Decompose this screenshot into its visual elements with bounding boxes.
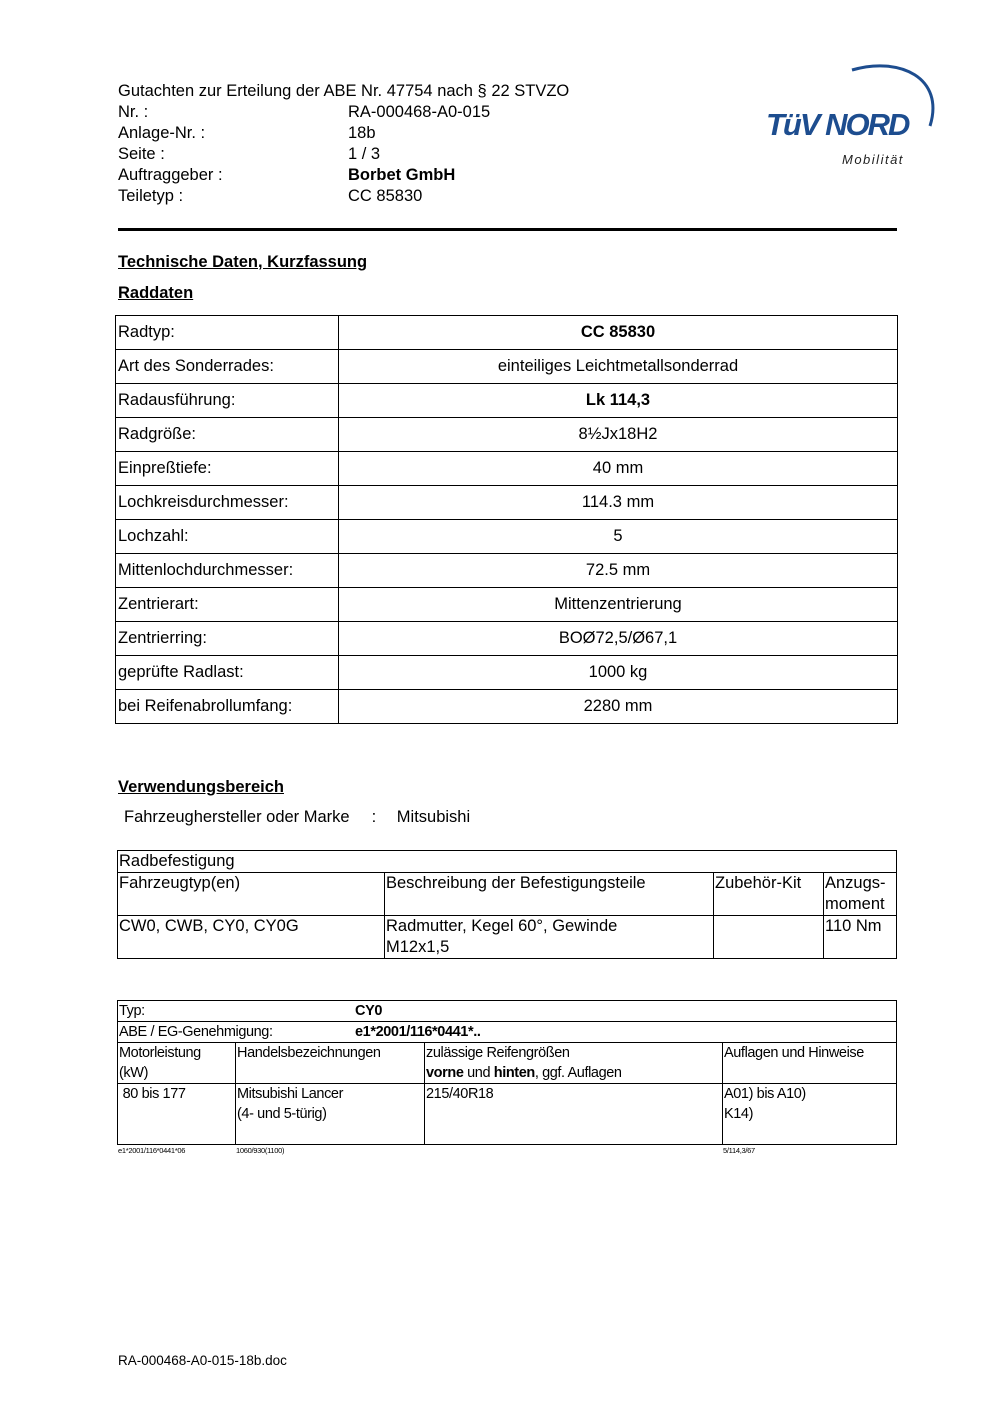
hersteller-separator: : [371, 808, 377, 826]
label-cell: Einpreßtiefe: [116, 452, 339, 486]
footnote-3: 5/114,3/67 [723, 1146, 755, 1155]
befestigung-title: Radbefestigung [118, 851, 897, 873]
label-cell: Zentrierring: [116, 622, 339, 656]
typ-cell: Typ: CY0 [118, 1001, 897, 1022]
data-cell: A01) bis A10) K14) [723, 1084, 897, 1145]
value-cell: 5 [339, 520, 898, 554]
table-row [118, 916, 897, 959]
table-row [116, 418, 898, 452]
table-row [116, 486, 898, 520]
value-cell: einteiliges Leichtmetallsonderrad [339, 350, 898, 384]
header-title: Gutachten zur Erteilung der ABE Nr. 47754 nach § 22 STVZO [118, 82, 570, 100]
header-cell: Anzugs- moment [824, 873, 897, 916]
footnote-2: 1060/930(1100) [236, 1146, 285, 1155]
header-cell: Zubehör-Kit [714, 873, 824, 916]
value-cell: Lk 114,3 [339, 384, 898, 418]
footer-filename: RA-000468-A0-015-18b.doc [118, 1353, 287, 1368]
document-header [118, 81, 569, 207]
data-cell: 215/40R18 [425, 1084, 723, 1145]
header-row-auftraggeber: Auftraggeber : Borbet GmbH [118, 166, 456, 184]
value-cell: 72.5 mm [339, 554, 898, 588]
value-cell: BOØ72,5/Ø67,1 [339, 622, 898, 656]
header-divider [118, 228, 897, 231]
value-cell: 8½Jx18H2 [339, 418, 898, 452]
table-row [116, 588, 898, 622]
value-cell: 114.3 mm [339, 486, 898, 520]
header-row-seite: Seite : 1 / 3 [118, 145, 381, 163]
logo-brand-text: TüV NORD [766, 107, 909, 142]
header-row-teiletyp: Teiletyp : CC 85830 [118, 187, 423, 205]
hersteller-label: Fahrzeughersteller oder Marke [124, 808, 350, 826]
table-row [116, 554, 898, 588]
label-cell: Radtyp: [116, 316, 339, 350]
befestigung-table [117, 850, 897, 959]
header-cell: Auflagen und Hinweise [723, 1043, 897, 1084]
table-row [116, 452, 898, 486]
header-cell: Beschreibung der Befestigungsteile [385, 873, 714, 916]
value-cell: CC 85830 [339, 316, 898, 350]
value-cell: 2280 mm [339, 690, 898, 724]
hersteller-value: Mitsubishi [396, 808, 471, 826]
value-cell: 40 mm [339, 452, 898, 486]
label-cell: geprüfte Radlast: [116, 656, 339, 690]
header-cell: Motorleistung (kW) [118, 1043, 236, 1084]
table-row [116, 384, 898, 418]
data-cell: 80 bis 177 [118, 1084, 236, 1145]
label-cell: Lochkreisdurchmesser: [116, 486, 339, 520]
raddaten-title: Raddaten [118, 284, 194, 302]
label-cell: bei Reifenabrollumfang: [116, 690, 339, 724]
header-row-anlage: Anlage-Nr. : 18b [118, 124, 376, 142]
table-row [118, 1084, 897, 1145]
header-cell: Handelsbezeichnungen [236, 1043, 425, 1084]
label-cell: Zentrierart: [116, 588, 339, 622]
logo-sub-text: Mobilität [842, 152, 904, 167]
value-cell: Mittenzentrierung [339, 588, 898, 622]
tuev-nord-logo [760, 58, 942, 173]
typ-row [118, 1001, 897, 1022]
header-row-nr: Nr. : RA-000468-A0-015 [118, 103, 491, 121]
table-row [118, 851, 897, 873]
table-header-row [118, 1043, 897, 1084]
typ-table [117, 1000, 897, 1145]
label-cell: Radgröße: [116, 418, 339, 452]
data-cell: Mitsubishi Lancer (4- und 5-türig) [236, 1084, 425, 1145]
table-row [116, 690, 898, 724]
hersteller-line [124, 808, 470, 827]
header-cell: zulässige Reifengrößen vorne und hinten, ggf. Auflagen [425, 1043, 723, 1084]
table-row [116, 520, 898, 554]
abe-cell: ABE / EG-Genehmigung: e1*2001/116*0441*.. [118, 1022, 897, 1043]
section-title: Technische Daten, Kurzfassung [118, 253, 368, 271]
verwendung-title: Verwendungsbereich [118, 778, 284, 796]
label-cell: Art des Sonderrades: [116, 350, 339, 384]
data-cell: CW0, CWB, CY0, CY0G [118, 916, 385, 959]
label-cell: Radausführung: [116, 384, 339, 418]
table-header-row [118, 873, 897, 916]
table-row [116, 350, 898, 384]
abe-row [118, 1022, 897, 1043]
table-row [116, 622, 898, 656]
label-cell: Lochzahl: [116, 520, 339, 554]
raddaten-table [115, 315, 898, 724]
table-row [116, 316, 898, 350]
label-cell: Mittenlochdurchmesser: [116, 554, 339, 588]
table-row [116, 656, 898, 690]
header-cell: Fahrzeugtyp(en) [118, 873, 385, 916]
value-cell: 1000 kg [339, 656, 898, 690]
data-cell: 110 Nm [824, 916, 897, 959]
data-cell: Radmutter, Kegel 60°, Gewinde M12x1,5 [385, 916, 714, 959]
data-cell [714, 916, 824, 959]
footnote-1: e1*2001/116*0441*06 [118, 1146, 186, 1155]
